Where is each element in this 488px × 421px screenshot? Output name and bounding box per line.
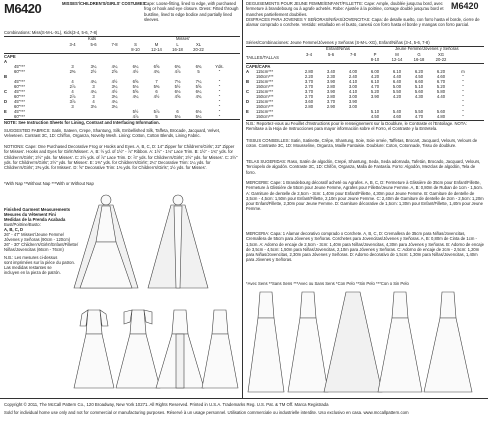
yardage-cell: 2.90 bbox=[326, 104, 336, 109]
merceria: MERCERIA: Capa: 1 Alamar decorativo comprado o Corchete. A, B, C, D: Cremallera de 35cm para Niñas/Jovencitas, Cremallera de 55cm para Jóvenes y Señoras. Corchetes para Jovencitas/Jóvenes y Señoras. A, B: 0,80m de Cinta de 1cm - 1,5cm. A: Adorno de encaje de 2,5cm - 3cm: 1,40m para Niñas/Jovencitas, 4,30m para Jóvenes y Señoras. B: Adorno de encaje de 3,5cm - 4,5cm: 1,50m para Niñas/Jovencitas, 2,10m para Jóvenes y Señoras. C: Adorno de encaje de 2cm - 2,5cm: 1,20m para Niñas/Jovencitas, 2,30m para Jóvenes y Señoras. D: Adorno decorativo de 1,5cm: 1,30m para Niñas/Jovencitas, 1,40m para Jóvenes y Señoras. bbox=[246, 231, 484, 263]
size-row-right: 3-4 5-6 7-8 P M G XG bbox=[305, 52, 445, 57]
yardage-cell: 5⅞ bbox=[153, 109, 160, 114]
yardage-cell: 5.40 bbox=[392, 109, 402, 114]
yardage-cell: 3¼ bbox=[111, 104, 118, 109]
size-sub-right: 8-10 12-14 16-18 20-22 bbox=[370, 57, 447, 62]
yardage-cell: 4½ bbox=[111, 89, 118, 94]
yardage-cell: 2⅝ bbox=[111, 69, 118, 74]
yardage-cell: 3¼ bbox=[111, 94, 118, 99]
yardage-cell: 3.00 bbox=[348, 84, 358, 89]
yardage-cell: 7 bbox=[155, 79, 158, 84]
fabric-width: 60"*** bbox=[14, 104, 26, 109]
yardage-cell: 5½ bbox=[174, 84, 181, 89]
yardage-cell: 6⅛ bbox=[195, 109, 202, 114]
cape-capa-label: CAPE/CAPA bbox=[246, 64, 271, 69]
yardage-cell: 5.20 bbox=[436, 84, 446, 89]
fabric-width: 45"*** bbox=[14, 79, 26, 84]
yardage-cell bbox=[298, 114, 320, 119]
yardage-cell: 3⅞ bbox=[69, 99, 76, 104]
fabric-width: 150cm*** bbox=[256, 84, 274, 89]
yardage-cell: 4.20 bbox=[370, 74, 380, 79]
back-view-dress-3 bbox=[378, 292, 422, 392]
meas-title-2: Mesures du Vêtement Fini bbox=[4, 212, 56, 217]
meas-bust: Bust/Poitrine/Busto: bbox=[4, 222, 41, 227]
yardage-cell: 6.40 bbox=[392, 79, 402, 84]
yardage-cell: 6.20 bbox=[414, 69, 424, 74]
view-label: E bbox=[4, 109, 7, 114]
yardage-cell: 3.90 bbox=[326, 89, 336, 94]
yardage-cell: 6 bbox=[176, 109, 179, 114]
yardage-cell: 3.70 bbox=[304, 89, 314, 94]
nap-legend: *With Nap **Without Nap ***With or Without Nap bbox=[4, 181, 94, 186]
left-table-note: NOTE: See Instruction Sheets for Lining, Contrast and Interfacing Information. bbox=[4, 120, 160, 125]
yardage-cell: 6¾ bbox=[195, 64, 202, 69]
yardage-cell: 4.10 bbox=[348, 89, 358, 94]
view-label: E bbox=[246, 109, 249, 114]
yardage-cell: " bbox=[218, 69, 221, 74]
yardage-cell: 4.40 bbox=[436, 94, 446, 99]
yardage-cell: 4.80 bbox=[436, 114, 446, 119]
yardage-cell: 4⅞ bbox=[132, 114, 139, 119]
yardage-cell bbox=[320, 114, 342, 119]
yardage-cell: 2.20 bbox=[304, 74, 314, 79]
fabric-width: 45"*** bbox=[14, 64, 26, 69]
usage-line: Sold for individual home use only and not for commercial or manufacturing purposes. Réservé à un usage personnel. Utilisation commerciale ou industrielle interdite. Uso exclusivo en casa. www.mccallpattern.com bbox=[4, 410, 409, 415]
view-label: D bbox=[246, 99, 250, 104]
yardage-cell: " bbox=[218, 99, 221, 104]
fabric-width: 45"*** bbox=[14, 99, 26, 104]
yardage-cell: 5.50 bbox=[414, 109, 424, 114]
yardage-cell: 2⅜ bbox=[69, 69, 76, 74]
meas-note2: sont imprimées sur la pièce du patron. bbox=[4, 260, 75, 265]
yardage-cell: 2.70 bbox=[304, 84, 314, 89]
size-sub-left: 8-10 12-14 16-18 20-22 bbox=[131, 47, 204, 52]
yardage-cell: 2½ bbox=[90, 69, 97, 74]
fabric-width: 45"*** bbox=[14, 89, 26, 94]
yardage-cell: " bbox=[462, 99, 464, 104]
fabric-width: 60"*** bbox=[14, 84, 26, 89]
desc-left: Cape: Loose-fitting, lined to edge, with purchased frog or hook and eye closure. Dress: Fitted through bustline, lined to edge bodice and partially lined sleeves. bbox=[144, 1, 239, 22]
yardage-cell: " bbox=[218, 104, 221, 109]
meas-note4: incluyen en la pieza de patrón. bbox=[4, 270, 61, 275]
yardage-cell: 5.50 bbox=[392, 89, 402, 94]
yardage-cell: 4 bbox=[71, 89, 74, 94]
yardage-cell: 3 bbox=[71, 104, 74, 109]
rule bbox=[4, 53, 240, 54]
yardage-cell: 5⅛ bbox=[132, 84, 139, 89]
meas-note3: Las medidas restantes se bbox=[4, 265, 52, 270]
yardage-cell: 5½ bbox=[132, 109, 139, 114]
misses-label: Misses' bbox=[176, 36, 190, 41]
yardage-cell: 3.70 bbox=[304, 79, 314, 84]
yardage-cell: 5 bbox=[197, 69, 200, 74]
yardage-cell: 3.60 bbox=[304, 99, 314, 104]
yardage-cell: 4⅞ bbox=[174, 69, 181, 74]
yardage-cell: 5.10 bbox=[414, 84, 424, 89]
meas-title-1: Finished Garment Measurements bbox=[4, 207, 71, 212]
title-right-es: DISFRACES PARA JOVENES Y SEÑORAS/NIÑAS/JOVENCITAS: Capa: de detalle suelto, con forro hasta el borde, cierre de alamar comprado o corchete. Vestido: entallado en el busto, canesú con forro hasta el borde y mangas con forro parcial. bbox=[246, 17, 480, 28]
meas-abcd: A, B, C, D bbox=[4, 227, 24, 232]
yardage-cell: 4.60 bbox=[392, 114, 402, 119]
yardage-cell: 6.10 bbox=[392, 69, 402, 74]
yardage-cell: 4.30 bbox=[414, 94, 424, 99]
telas-sugeridas: TELAS SUGERIDAS: Raso, Satén de algodón, Crepé, Shantung, Seda, Seda adornada, Tafetán, Brocado, Jacquard, Velours, Terciopelo de algodón. Contraste 3C, 1D: Chifón, Organza, Malla de Fantasía. Forro: Algodón, Mezclas de algodón, Tela de forro. bbox=[246, 159, 481, 175]
fabric-width: 115cm*** bbox=[256, 69, 274, 74]
gown-drawing-3 bbox=[156, 310, 204, 388]
yardage-cell: 5.20 bbox=[370, 89, 380, 94]
meas-line1: 26" - 47" Misses'/Jeune Femme/ bbox=[4, 232, 65, 237]
yardage-cell: 6.60 bbox=[414, 79, 424, 84]
yardage-cell: 5⅜ bbox=[153, 84, 160, 89]
meas-line2: Jóvenes y Señoras (90cm - 120cm) bbox=[4, 237, 71, 242]
back-view-cape bbox=[324, 292, 382, 392]
yardage-cell: 3¼ bbox=[111, 84, 118, 89]
yardage-cell: 4.20 bbox=[392, 94, 402, 99]
yardage-cell: 2.70 bbox=[304, 94, 314, 99]
pattern-number: M6420 bbox=[4, 1, 42, 16]
yardage-cell: 4¼ bbox=[132, 94, 139, 99]
yardage-cell: m bbox=[461, 69, 465, 74]
yardage-cell: 6⅝ bbox=[132, 79, 139, 84]
tailles-label: TAILLES/TALLAS bbox=[246, 55, 279, 60]
view-label: D bbox=[4, 99, 8, 104]
yardage-cell: 4¼ bbox=[90, 79, 97, 84]
yardage-cell: 6⅝ bbox=[153, 64, 160, 69]
fabric-width: 115cm*** bbox=[256, 99, 274, 104]
yardage-cell bbox=[342, 114, 364, 119]
yardage-cell: 5.10 bbox=[370, 109, 380, 114]
yardage-cell: 4.60 bbox=[436, 74, 446, 79]
yardage-cell: 2.80 bbox=[326, 84, 336, 89]
yardage-cell: 4¼ bbox=[111, 99, 118, 104]
yardage-cell: 3.90 bbox=[348, 99, 358, 104]
yardage-cell: 5⅝ bbox=[195, 84, 202, 89]
yardage-cell: " bbox=[462, 109, 464, 114]
yardage-cell: 3.90 bbox=[326, 79, 336, 84]
view-label: A bbox=[246, 69, 250, 74]
yardage-cell: 7¼ bbox=[195, 79, 202, 84]
yardage-cell: 6¼ bbox=[195, 89, 202, 94]
yardage-cell: 4½ bbox=[111, 79, 118, 84]
view-label: C bbox=[246, 89, 250, 94]
yardage-cell: 3⅛ bbox=[90, 104, 97, 109]
yardage-cell: 2.80 bbox=[304, 104, 314, 109]
yardage-cell: 4 bbox=[92, 99, 95, 104]
yardage-cell: 6.20 bbox=[436, 69, 446, 74]
center-divider bbox=[242, 0, 243, 398]
back-view-dress-2 bbox=[288, 292, 328, 392]
yardage-cell: 3.00 bbox=[348, 94, 358, 99]
yardage-cell: 4.40 bbox=[392, 74, 402, 79]
view-label: A bbox=[4, 59, 8, 64]
yardage-cell: " bbox=[218, 94, 221, 99]
yardage-cell: 4¾ bbox=[195, 94, 202, 99]
yardage-cell: 6¾ bbox=[174, 64, 181, 69]
tissus-conseilles: TISSUS CONSEILLES: Satin, Satinette, Crêpe, Shantung, Soie, Soie ornée, Taffetas, Brocart, Jacquard, Velours, Velours de coton. Contraste 3C, 1D: Mousseline, Organza, Maille Fantaisie. Doublure: Coton, Cotonnade, Tissu de doublure. bbox=[246, 138, 478, 149]
nap-legend-right: *Avec Sens **Sans Sens ***Avec ou Sans Sens *Con Pelo **Sin Pelo ***Con o Sin Pelo bbox=[246, 281, 409, 286]
copyright-line: Copyright © 2011, The McCall Pattern Co., 120 Broadway, New York 10271. All Rights Reserved. Printed in U.S.A. Trademarks Reg. U.S. Pat. & TM Off. Marca Registrada bbox=[4, 402, 329, 407]
rule bbox=[4, 36, 240, 37]
yardage-cell: 3¼ bbox=[90, 64, 97, 69]
view-label: C bbox=[4, 89, 8, 94]
yardage-cell: 5.00 bbox=[392, 84, 402, 89]
yardage-cell: " bbox=[462, 74, 464, 79]
title-right: DEGUISEMENTS POUR JEUNE FEMME/ENFANT/FILLETTE: Cape: Ample, doublée jusqu'au bord, avec fermeture à brandebourg ou à agrafe achetés. Robe: Ajustée à la poitrine, corsage doublé jusqu'au bord et manches partiellement doublées. bbox=[246, 1, 444, 17]
yardage-cell: 5.60 bbox=[414, 89, 424, 94]
line-drawings-right bbox=[246, 288, 484, 396]
title-left: MISSES'/CHILDREN'S/GIRLS' COSTUMES: bbox=[62, 1, 147, 6]
fabric-width: 150cm*** bbox=[256, 104, 274, 109]
yardage-cell: 5¼ bbox=[195, 114, 202, 119]
gown-drawing-4 bbox=[202, 310, 238, 388]
suggested-fabrics: SUGGESTED FABRICS: Satin, Sateen, Crepe, Shantung, Silk, Embellished Silk, Taffeta, Brocade, Jacquard, Velvet, Velveteen. Contrast 3C, 1D: Chiffon, Organza, Novelty Mesh. Lining: Cotton, Cotton Blends, Lining Fabric. bbox=[4, 128, 221, 139]
kids-label: Kids bbox=[88, 36, 97, 41]
jeune-label: Jeune Femme/Jóvenes y Señoras bbox=[395, 46, 459, 51]
yardage-cell: 5 bbox=[155, 114, 158, 119]
yardage-cell: 4.50 bbox=[414, 74, 424, 79]
notions: NOTIONS: Cape: One Purchased Decorative Frog or Hooks and Eyes. A, B, C, D: 14" Zipper for Children's/Girls'; 22" Zipper for Misses'. Hooks and Eyes for Girls'/Misses'. A, B: ½ yd. of 1½" - ⅞" Ribbon. A: 1½" - 1⅛" Lace Trim. B: 1½" - 1¾" yds. for Children's/Girls'; 2½" yds. for Misses'. C: 2½ yds. of ⅞" Lace Trim. D: ⅞" yds. for Children's/Girls'; 2½" yds. for Misses'. C: 2½" yds. for Children's/Girls'; 2½" yds. for Misses'. E: 1⅜" yds. for Children's/Girls'; 2¼" Decorative Trim: 1¼ yds. for Children's/Girls'; 2⅜ yds. for Misses'. D: ⅝" Decorative Trim: 1⅜ yds. for Children's/Girls'; 1½ yds. for Misses'. bbox=[4, 144, 238, 171]
combinations-left: Combinations: Miss(S-M-L-XL), Kids(3-4, 5-6, 7-8) bbox=[4, 30, 98, 35]
yardage-cell: 2⅞ bbox=[69, 94, 76, 99]
meas-line4: Niñas/Jovencitas (66cm - 76cm) bbox=[4, 247, 64, 252]
yardage-cell: 6¼ bbox=[132, 64, 139, 69]
yardage-cell: 2.40 bbox=[348, 74, 358, 79]
cape-drawing-2 bbox=[148, 195, 208, 288]
yardage-cell: 3.70 bbox=[326, 99, 336, 104]
view-label: B bbox=[246, 79, 250, 84]
right-table-note: N.B.: Reportez-vous au Feuillet d'Instructions pour le renseignement sur la Doublure, le Contraste et l'Entoilage. NOTA: Remítase a la Hoja de Instrucciones para mayor información sobre el Forro, el Contraste y la Entretela. bbox=[246, 121, 468, 132]
yardage-cell: 6 bbox=[155, 89, 158, 94]
fabric-width: 115cm*** bbox=[256, 79, 274, 84]
back-view-dress-4 bbox=[424, 292, 472, 392]
yardage-cell: 4.10 bbox=[348, 79, 358, 84]
yardage-cell: 3 bbox=[71, 64, 74, 69]
yardage-cell: " bbox=[218, 109, 221, 114]
yardage-cell: 4 bbox=[71, 79, 74, 84]
yardage-cell: 6⅛ bbox=[174, 89, 181, 94]
yardage-cell: 7⅛ bbox=[174, 79, 181, 84]
fabric-width: 115cm*** bbox=[256, 89, 274, 94]
yardage-cell: 3 bbox=[92, 94, 95, 99]
meas-line3: 26" - 30" Children's/Girls'/Enfant/Fillette/ bbox=[4, 242, 79, 247]
yardage-cell: 3.40 bbox=[326, 69, 336, 74]
view-label bbox=[246, 114, 256, 119]
gown-drawing-1 bbox=[74, 310, 114, 388]
fabric-width: 150cm*** bbox=[256, 114, 274, 119]
yardage-cell: " bbox=[218, 79, 221, 84]
fabric-width: 45"*** bbox=[14, 109, 26, 114]
yardage-cell: " bbox=[218, 114, 221, 119]
yardage-cell: Yds. bbox=[215, 64, 224, 69]
yardage-cell: 4¾ bbox=[153, 69, 160, 74]
yardage-cell: 2.80 bbox=[326, 94, 336, 99]
cape-gown-drawing bbox=[74, 195, 138, 288]
yardage-cell: 5⅛ bbox=[174, 114, 181, 119]
fabric-width: 60"*** bbox=[14, 69, 26, 74]
fabric-width: 60"*** bbox=[14, 94, 26, 99]
line-drawings-left bbox=[68, 192, 240, 392]
combinations-right: Séries/Combinaciones: Jeune Femme/Jóvenes y Señoras (S-M-L-XG), Enfant/Niñas (3-4, 5-6, 7-8) bbox=[246, 40, 430, 45]
yardage-cell: 5⅝ bbox=[132, 89, 139, 94]
yardage-cell: 4⅝ bbox=[174, 94, 181, 99]
yardage-cell: 2⅞ bbox=[69, 84, 76, 89]
yardage-cell: 4.00 bbox=[348, 69, 358, 74]
yardage-cell: 4.70 bbox=[414, 114, 424, 119]
yardage-cell: " bbox=[462, 79, 464, 84]
yardage-cell: 4¼ bbox=[111, 64, 118, 69]
yardage-cell: " bbox=[462, 104, 464, 109]
table-row bbox=[246, 114, 474, 119]
yardage-cell: 4½ bbox=[132, 69, 139, 74]
yardage-cell: 2.30 bbox=[326, 74, 336, 79]
back-view-dress-1 bbox=[248, 292, 284, 392]
footer-rule bbox=[0, 398, 488, 399]
yardage-cell: 6.10 bbox=[370, 79, 380, 84]
meas-note1: N.B.: Les mesures ci-dessus bbox=[4, 255, 58, 260]
yardage-cell: 2.80 bbox=[304, 69, 314, 74]
fabric-width: 115cm*** bbox=[256, 109, 274, 114]
yardage-cell: 4¼ bbox=[90, 89, 97, 94]
yardage-cell: " bbox=[218, 89, 221, 94]
fabric-width: 150cm*** bbox=[256, 94, 274, 99]
size-row-left: 3-4 5-6 7-8 S M L XL bbox=[69, 42, 202, 47]
yardage-cell: " bbox=[462, 114, 464, 119]
yardage-cell: 4½ bbox=[153, 94, 160, 99]
yardage-cell: " bbox=[218, 84, 221, 89]
fabric-width: 150cm*** bbox=[256, 74, 274, 79]
yardage-cell: 3 bbox=[92, 84, 95, 89]
enfant-label: Enfant/Niñas bbox=[326, 46, 350, 51]
meas-title-3: Medidas de la Prenda Acabada bbox=[4, 217, 66, 222]
cape-section-label: CAPE bbox=[4, 54, 16, 59]
yardage-cell: " bbox=[462, 84, 464, 89]
yardage-cell: 5.80 bbox=[436, 89, 446, 94]
yardage-cell: 3.00 bbox=[348, 104, 358, 109]
mercerie: MERCERIE: Cape: 1 Brandebourg décoratif acheté ou Agrafes. A, B, C, D: Fermeture à Glissière de 35cm pour Enfant/Fillette, Fermeture à Glissière de 55cm pour Jeune Femme, Agrafes pour Fillette/Jeune Femme. A, B: 0,80m de Ruban de 1cm - 1,5cm. A: Garniture de dentelle de 2,5cm - 3cm: 1,40m pour Enfant/Fillette, 4,30m pour Jeune Femme. B: Garniture de dentelle de 3,5cm - 4,5cm: 1,50m pour Enfant/Fillette, 2,10m pour Jeune Femme. C: 2,40m de Garniture de dentelle de 2cm - 2,5cm: 1,20m pour Enfant/Fillette, 2,30m pour Jeune Femme. D: Garniture décorative de 1,5cm: 1,30m pour Enfant/Fillette, 1,40m pour Jeune Femme. bbox=[246, 180, 484, 212]
view-label: B bbox=[4, 74, 8, 79]
pattern-number-right: M6420 bbox=[451, 1, 479, 11]
yardage-cell: 4.50 bbox=[370, 114, 380, 119]
yardage-cell: " bbox=[462, 89, 464, 94]
yardage-cell: 3.90 bbox=[370, 94, 380, 99]
rule bbox=[246, 63, 484, 64]
gown-drawing-2 bbox=[116, 310, 160, 388]
yardage-cell: 6.70 bbox=[436, 79, 446, 84]
fabric-width: 60"*** bbox=[14, 114, 26, 119]
yardage-cell: 6.00 bbox=[370, 69, 380, 74]
yardage-cell: 5.60 bbox=[436, 109, 446, 114]
yardage-cell: 4.70 bbox=[370, 84, 380, 89]
yardage-cell: " bbox=[462, 94, 464, 99]
